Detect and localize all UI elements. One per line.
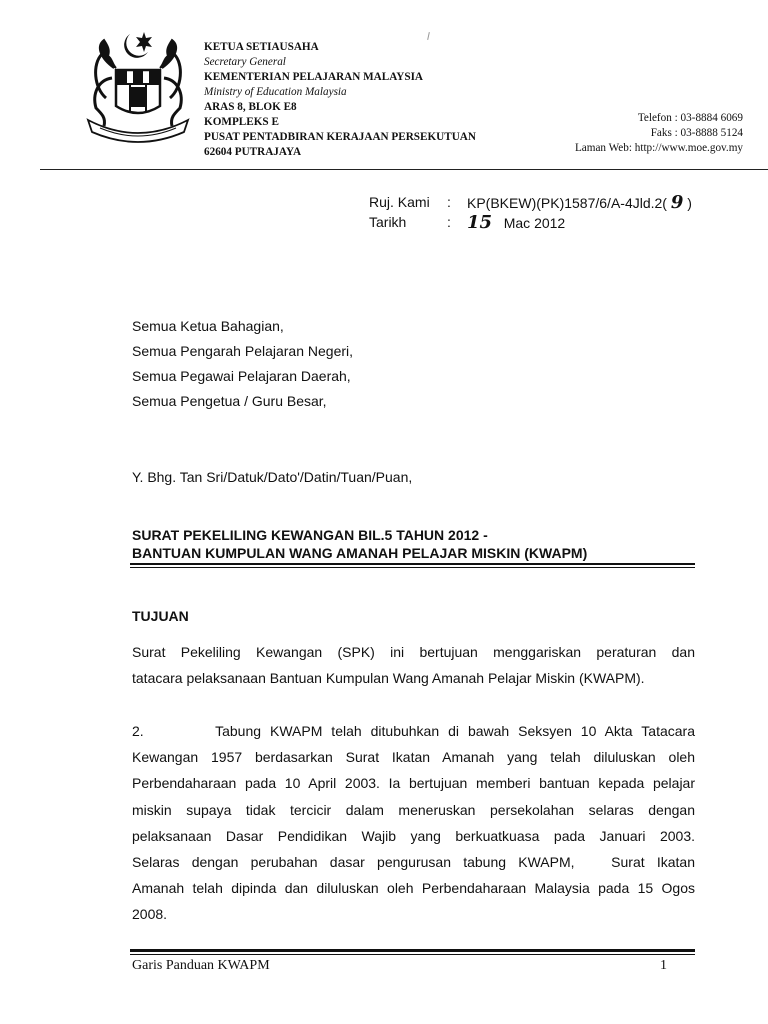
letterhead-divider — [40, 169, 768, 170]
paragraph-line: tatacara pelaksanaan Bantuan Kumpulan Wang Amanah Pelajar Miskin (KWAPM). — [132, 670, 645, 687]
letterhead-line: KEMENTERIAN PELAJARAN MALAYSIA — [204, 71, 424, 83]
subject-line-1: SURAT PEKELILING KEWANGAN BIL.5 TAHUN 2012 - — [132, 527, 488, 543]
tarikh-handwritten-day: 15 — [467, 212, 493, 233]
section-heading: TUJUAN — [132, 608, 189, 624]
paragraph-2 — [132, 718, 695, 928]
reference-row — [369, 193, 692, 213]
letterhead-contact — [575, 111, 743, 156]
addressee-line: Semua Pegawai Pelajaran Daerah, — [132, 368, 351, 384]
addressee-line: Semua Pengarah Pelajaran Negeri, — [132, 343, 354, 359]
fax-line: Faks : 03-8888 5124 — [650, 127, 743, 139]
paragraph-line: pelaksanaan Dasar Pendidikan Wajib yang berkuatkuasa pada Januari 2003. — [132, 827, 695, 844]
footer-rule-thin — [130, 954, 695, 955]
ruj-close: ) — [687, 195, 692, 211]
paragraph-1 — [132, 639, 695, 691]
addressee-line: Semua Ketua Bahagian, — [132, 318, 284, 334]
scan-mark — [427, 32, 430, 40]
coat-of-arms-emblem — [82, 28, 194, 146]
letterhead-line: ARAS 8, BLOK E8 — [204, 101, 297, 113]
paragraph-line: 2. Tabung KWAPM telah ditubuhkan di bawah Seksyen 10 Akta Tatacara — [132, 723, 695, 739]
letterhead-line: 62604 PUTRAJAYA — [204, 146, 302, 158]
ruj-value — [467, 193, 692, 213]
letterhead-line: KOMPLEKS E — [204, 116, 279, 128]
ruj-label: Ruj. Kami — [369, 194, 430, 210]
page-number: 1 — [660, 958, 667, 973]
addressee-line: Semua Pengetua / Guru Besar, — [132, 393, 327, 409]
footer-title: Garis Panduan KWAPM — [132, 958, 270, 973]
paragraph-line: Amanah telah dipinda dan diluluskan oleh Perbendaharaan Malaysia pada 15 Ogos — [132, 880, 695, 897]
letterhead-line: Ministry of Education Malaysia — [204, 86, 347, 98]
tarikh-month-year: Mac 2012 — [503, 215, 566, 231]
ruj-number: KP(BKEW)(PK)1587/6/A-4Jld.2( — [467, 195, 667, 211]
addressee-list — [132, 314, 353, 414]
tarikh-value — [467, 213, 565, 233]
subject-heading — [132, 526, 587, 562]
letterhead-line: Secretary General — [204, 56, 286, 68]
letterhead-line: KETUA SETIAUSAHA — [204, 41, 319, 53]
footer-rule — [130, 949, 695, 952]
subject-underline — [130, 563, 695, 565]
website-line: Laman Web: http://www.moe.gov.my — [574, 142, 743, 154]
paragraph-line: 2008. — [132, 906, 168, 923]
paragraph-line: miskin supaya tidak tercicir dalam meneruskan persekolahan selaras dengan — [132, 801, 695, 818]
letterhead-line: PUSAT PENTADBIRAN KERAJAAN PERSEKUTUAN — [204, 131, 476, 143]
subject-underline-thin — [130, 567, 695, 568]
salutation: Y. Bhg. Tan Sri/Datuk/Dato'/Datin/Tuan/Puan, — [132, 469, 413, 485]
date-row — [369, 213, 692, 233]
subject-line-2: BANTUAN KUMPULAN WANG AMANAH PELAJAR MISKIN (KWAPM) — [132, 545, 588, 561]
paragraph-line: Selaras dengan perubahan dasar pengurusan tabung KWAPM, Surat Ikatan — [132, 854, 695, 871]
reference-block — [369, 193, 692, 233]
ruj-colon: : — [447, 194, 451, 210]
tarikh-label: Tarikh — [369, 214, 407, 230]
telephone-line: Telefon : 03-8884 6069 — [637, 112, 743, 124]
letterhead-address — [204, 40, 476, 160]
tarikh-colon: : — [447, 214, 451, 230]
paragraph-line: Perbendaharaan pada 10 April 2003. Ia bertujuan memberi bantuan kepada pelajar — [132, 775, 695, 792]
ruj-handwritten-number: 9 — [670, 192, 684, 213]
paragraph-line: Surat Pekeliling Kewangan (SPK) ini bertujuan menggariskan peraturan dan — [132, 644, 695, 660]
paragraph-line: Kewangan 1957 berdasarkan Surat Ikatan Amanah yang telah diluluskan oleh — [132, 749, 695, 766]
